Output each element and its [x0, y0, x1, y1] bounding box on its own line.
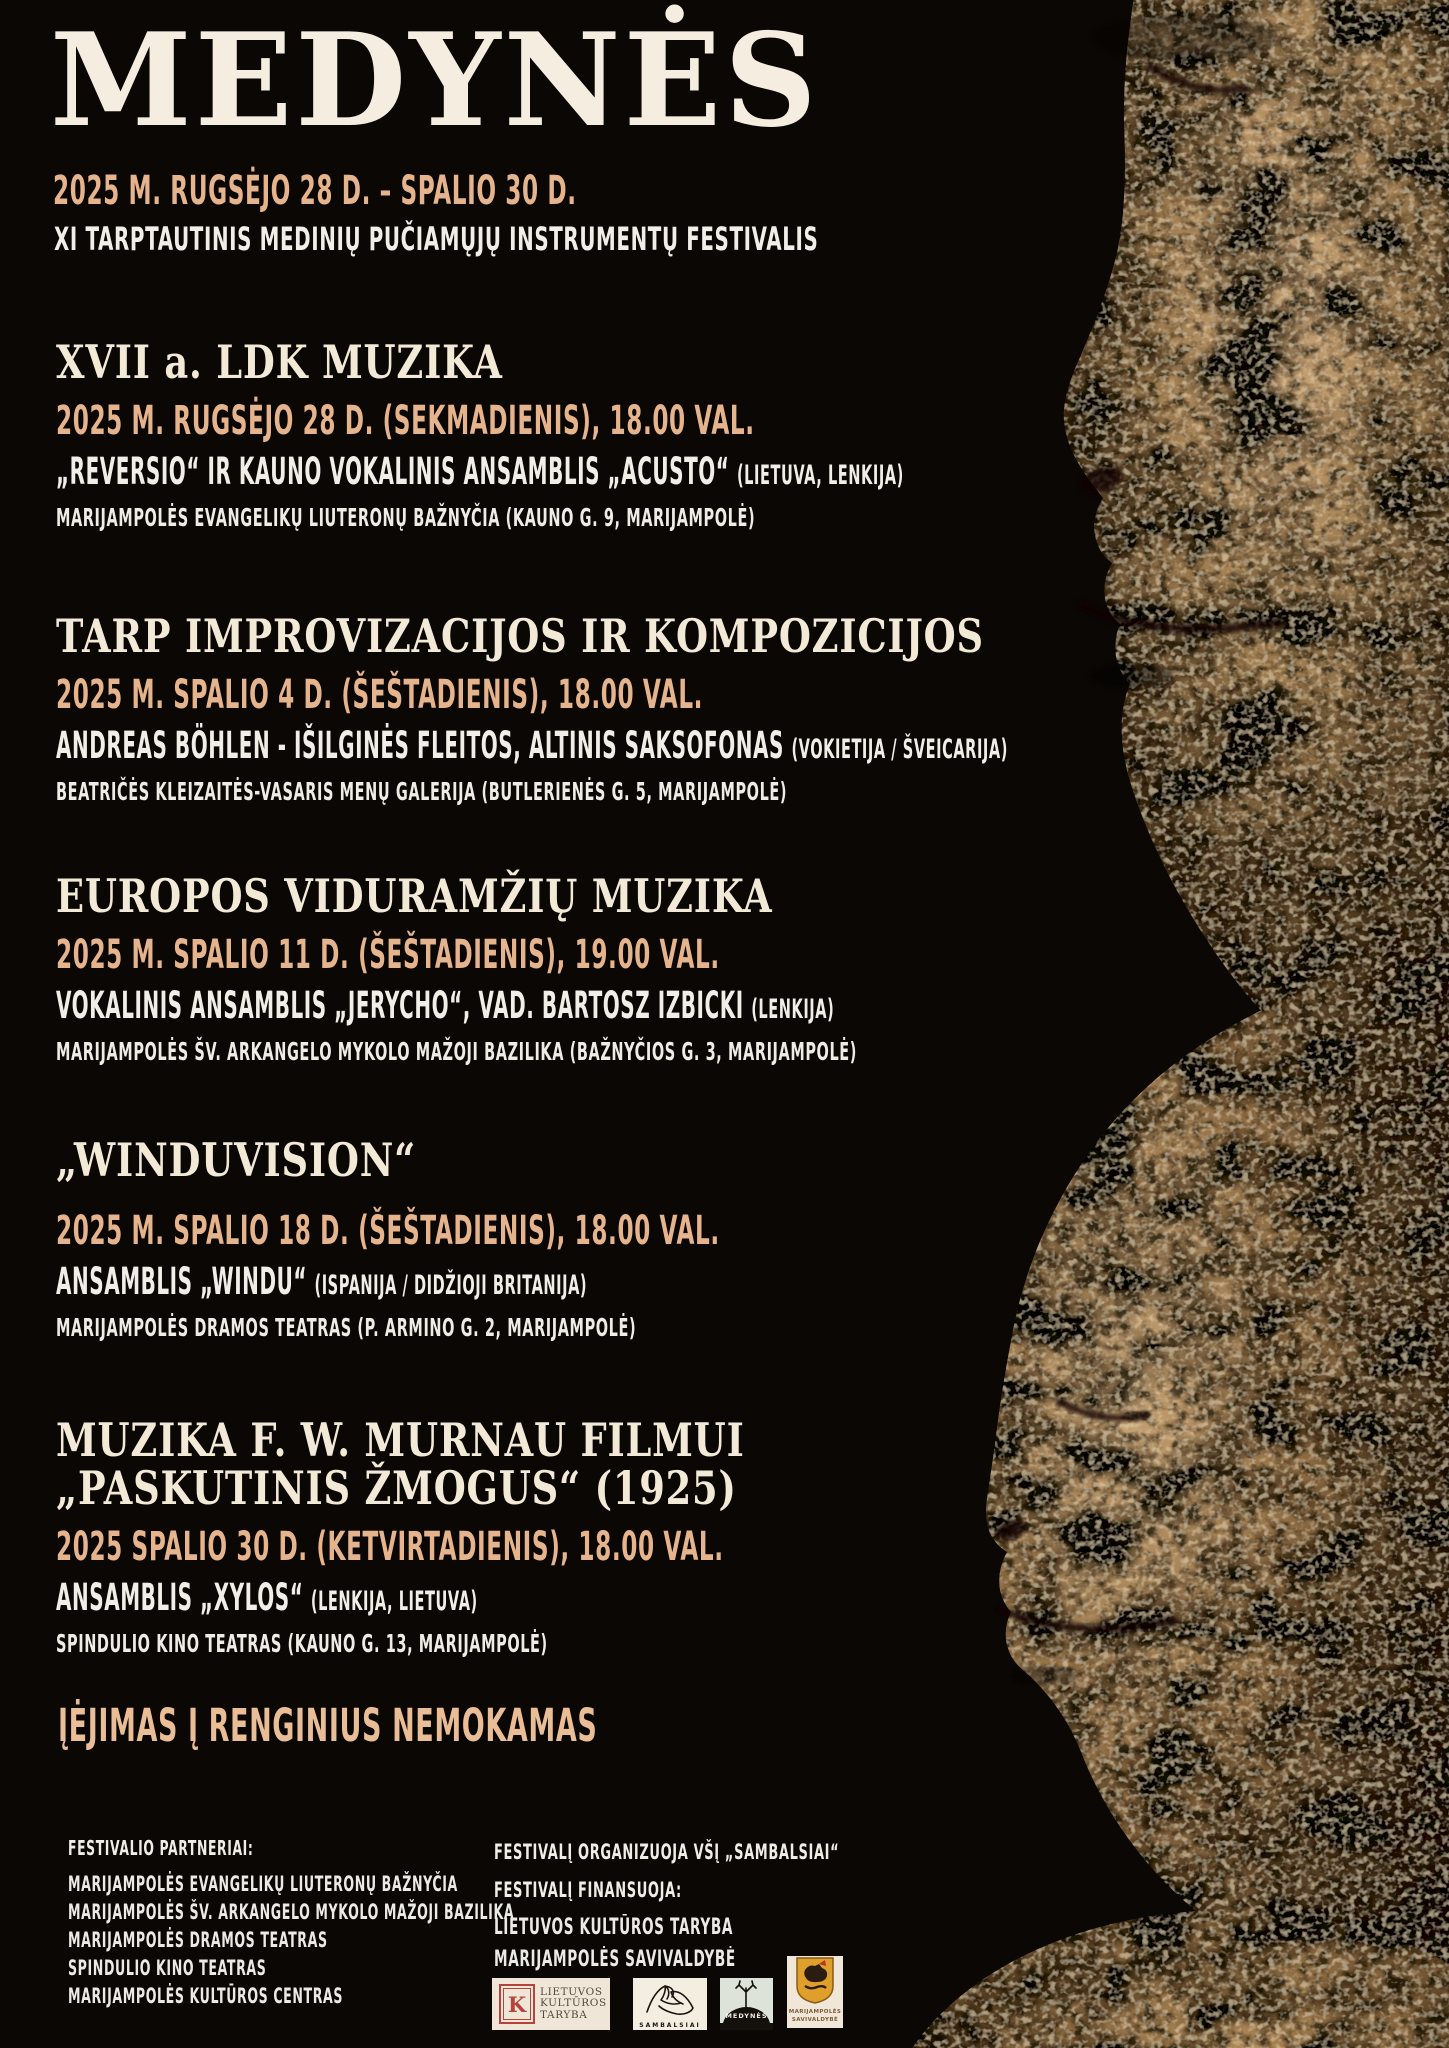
free-entry-note: ĮĖJIMAS Į RENGINIUS NEMOKAMAS: [58, 1699, 598, 1752]
logo-marijampoles-savivaldybe: [787, 1956, 843, 2028]
event-venue: MARIJAMPOLĖS DRAMOS TEATRAS (P. ARMINO G. 2, MARIJAMPOLĖ): [56, 1313, 637, 1342]
event-venue: SPINDULIO KINO TEATRAS (KAUNO G. 13, MARIJAMPOLĖ): [56, 1629, 548, 1658]
partners-heading: FESTIVALIO PARTNERIAI:: [68, 1836, 254, 1860]
partner-item: SPINDULIO KINO TEATRAS: [68, 1956, 267, 1980]
event-venue: MARIJAMPOLĖS ŠV. ARKANGELO MYKOLO MAŽOJI BAZILIKA (BAŽNYČIOS G. 3, MARIJAMPOLĖ): [56, 1037, 857, 1066]
lkt-text: [540, 1987, 607, 2022]
funder-item: MARIJAMPOLĖS SAVIVALDYBĖ: [494, 1947, 736, 1972]
event-datetime: 2025 M. SPALIO 4 D. (ŠEŠTADIENIS), 18.00 VAL.: [56, 672, 704, 718]
event-datetime: 2025 M. SPALIO 18 D. (ŠEŠTADIENIS), 18.00 VAL.: [56, 1208, 720, 1254]
logo-sambalsiai: [633, 1978, 707, 2030]
funders-list: [494, 1912, 1051, 1976]
medynes-strip: [720, 2023, 773, 2030]
partner-item: MARIJAMPOLĖS DRAMOS TEATRAS: [68, 1928, 328, 1952]
event-title: „WINDUVISION“: [56, 1133, 417, 1187]
event-performers: [56, 726, 1008, 770]
performers-origin: (ISPANIJA / DIDŽIOJI BRITANIJA): [314, 1270, 588, 1301]
performers-origin: (LIETUVA, LENKIJA): [736, 460, 904, 491]
event-datetime: 2025 M. SPALIO 11 D. (ŠEŠTADIENIS), 19.00 VAL.: [56, 932, 720, 978]
event-title: XVII a. LDK MUZIKA: [56, 335, 503, 389]
lkt-line: KULTŪROS: [540, 1997, 607, 2010]
poster-title: MEDYNĖS: [50, 6, 820, 156]
logo-lietuvos-kulturos-taryba: [492, 1978, 610, 2030]
savivaldybe-caption-line: MARIJAMPOLĖS: [788, 2009, 842, 2015]
event-block-1: [56, 335, 1449, 532]
event-block-4: [56, 1133, 1449, 1342]
performers-names: ANSAMBLIS „WINDU“: [56, 1260, 308, 1303]
event-block-2: [56, 609, 1449, 806]
event-title: EUROPOS VIDURAMŽIŲ MUZIKA: [56, 869, 773, 923]
sambalsiai-caption: SAMBALSIAI: [639, 2022, 701, 2029]
event-datetime: 2025 SPALIO 30 D. (KETVIRTADIENIS), 18.00 VAL.: [56, 1524, 724, 1570]
event-title-line2: „PASKUTINIS ŽMOGUS“ (1925): [56, 1461, 737, 1515]
performers-origin: (LENKIJA): [751, 994, 835, 1025]
performers-origin: (LENKIJA, LIETUVA): [310, 1586, 478, 1617]
event-venue: MARIJAMPOLĖS EVANGELIKŲ LIUTERONŲ BAŽNYČIA (KAUNO G. 9, MARIJAMPOLĖ): [56, 503, 756, 532]
logo-medynes: [720, 1978, 773, 2030]
event-title-line1: MUZIKA F. W. MURNAU FILMUI: [56, 1413, 745, 1467]
organizer-column: [494, 1840, 1051, 1976]
event-block-3: [56, 869, 1449, 1066]
performers-names: „REVERSIO“ IR KAUNO VOKALINIS ANSAMBLIS „ACUSTO“: [56, 450, 730, 493]
festival-subtitle: XI TARPTAUTINIS MEDINIŲ PUČIAMŲJŲ INSTRUMENTŲ FESTIVALIS: [54, 220, 819, 258]
lkt-line: TARYBA: [540, 2008, 588, 2021]
lkt-letter: K: [507, 1991, 527, 2017]
savivaldybe-caption-line: SAVIVALDYBĖ: [791, 2016, 839, 2023]
partner-item: MARIJAMPOLĖS EVANGELIKŲ LIUTERONŲ BAŽNYČIA: [68, 1872, 458, 1896]
event-title: TARP IMPROVIZACIJOS IR KOMPOZICIJOS: [56, 609, 984, 663]
performers-names: ANSAMBLIS „XYLOS“: [56, 1576, 304, 1619]
festival-date-range: 2025 M. RUGSĖJO 28 D. – SPALIO 30 D.: [53, 168, 577, 214]
event-performers: [56, 1578, 478, 1622]
organizer-line: FESTIVALĮ ORGANIZUOJA VŠĮ „SAMBALSIAI“: [494, 1840, 840, 1864]
lkt-line: LIETUVOS: [540, 1985, 603, 1998]
funding-heading: FESTIVALĮ FINANSUOJA:: [494, 1878, 682, 1902]
performers-names: VOKALINIS ANSAMBLIS „JERYCHO“, VAD. BARTOSZ IZBICKI: [56, 984, 744, 1027]
partner-item: MARIJAMPOLĖS KULTŪROS CENTRAS: [68, 1984, 344, 2008]
event-performers: [56, 1262, 587, 1306]
event-performers: [56, 452, 904, 496]
performers-origin: (VOKIETIJA / ŠVEICARIJA): [791, 734, 1008, 765]
event-venue: BEATRIČĖS KLEIZAITĖS-VASARIS MENŲ GALERIJA (BUTLERIENĖS G. 5, MARIJAMPOLĖ): [56, 777, 788, 806]
event-datetime: 2025 M. RUGSĖJO 28 D. (SEKMADIENIS), 18.00 VAL.: [56, 398, 755, 444]
hands-icon: [633, 1978, 707, 2022]
medynes-caption: MEDYNĖS: [725, 2012, 768, 2020]
partner-item: MARIJAMPOLĖS ŠV. ARKANGELO MYKOLO MAŽOJI BAZILIKA: [68, 1900, 515, 1924]
event-performers: [56, 986, 834, 1030]
performers-names: ANDREAS BÖHLEN - IŠILGINĖS FLEITOS, ALTINIS SAKSOFONAS: [56, 724, 784, 767]
lkt-monogram-icon: [499, 1984, 535, 2024]
event-block-5: [56, 1413, 1449, 1658]
coat-of-arms-icon: [795, 1956, 835, 2004]
funder-item: LIETUVOS KULTŪROS TARYBA: [494, 1915, 734, 1940]
